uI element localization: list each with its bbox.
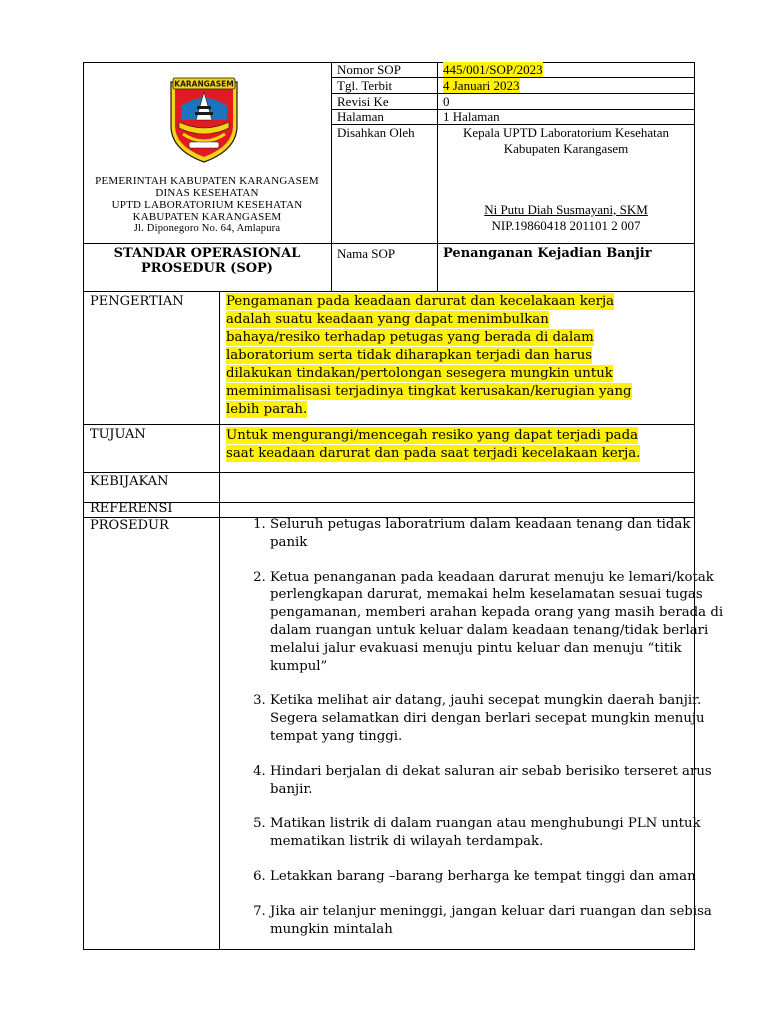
prosedur-step: 7. Jika air telanjur meninggi, jangan keluar dari ruangan dan sebisa mungkin mintalah (270, 903, 730, 939)
sop-title-line1: STANDAR OPERASIONAL (113, 246, 301, 261)
disahkan-position: Kepala UPTD Laboratorium Kesehatan (462, 125, 670, 140)
tujuan-text (226, 427, 686, 463)
prosedur-step: 3. Ketika melihat air datang, jauhi secepat mungkin daerah banjir. Segera selamatkan diri dengan berlari secepat mungkin menuju tempat yang tinggi. (270, 692, 730, 745)
revisi-value: 0 (443, 94, 450, 109)
border-body-mid (219, 291, 220, 950)
org-line-regency: KABUPATEN KARANGASEM (132, 211, 282, 223)
pengertian-line: meminimalisasi terjadinya tingkat kerusakan/kerugian yang (226, 384, 632, 399)
revisi-label: Revisi Ke (337, 94, 389, 109)
org-line-department: DINAS KESEHATAN (155, 187, 259, 199)
halaman-label: Halaman (337, 109, 384, 124)
border-header-bottom (83, 243, 695, 244)
border-bottom (83, 949, 695, 950)
pengertian-line: dilakukan tindakan/pertolongan sesegera mungkin untuk (226, 366, 613, 381)
prosedur-step: 4. Hindari berjalan di dekat saluran air sebab berisiko terseret arus banjir. (270, 763, 730, 799)
signer-name: Ni Putu Diah Susmayani, SKM (484, 202, 648, 217)
kebijakan-label: KEBIJAKAN (90, 474, 169, 489)
karangasem-logo (167, 76, 241, 164)
nomor-sop-value: 445/001/SOP/2023 (443, 62, 543, 77)
pengertian-label: PENGERTIAN (90, 294, 184, 309)
nama-sop-label: Nama SOP (337, 246, 396, 261)
prosedur-step: 1. Seluruh petugas laboratrium dalam keadaan tenang dan tidak panik (270, 516, 730, 552)
pengertian-line: lebih parah. (226, 402, 308, 417)
border-title-bottom (83, 291, 695, 292)
karangasem-shield-icon (167, 76, 241, 164)
signer-nip: NIP.19860418 201101 2 007 (491, 218, 641, 233)
org-address: Jl. Diponegoro No. 64, Amlapura (133, 223, 281, 234)
tgl-terbit-value: 4 Januari 2023 (443, 78, 520, 93)
org-line-uptd: UPTD LABORATORIUM KESEHATAN (111, 199, 303, 211)
pengertian-line: adalah suatu keadaan yang dapat menimbulkan (226, 312, 549, 327)
prosedur-step: 2. Ketua penanganan pada keadaan darurat menuju ke lemari/kotak perlengkapan darurat, memakai helm keselamatan sesuai tugas pengamanan, memberi arahan kepada orang yang masih berada di dalam ruangan untuk keluar dalam keadaan tenang/tidak berlari melalui jalur evakuasi menuju pintu keluar dan menuju “titik kumpul” (270, 569, 730, 676)
disahkan-label: Disahkan Oleh (337, 125, 415, 140)
border-header-mid (331, 62, 332, 292)
pengertian-text (226, 293, 686, 419)
disahkan-institution: Kabupaten Karangasem (503, 141, 629, 156)
referensi-label: REFERENSI (90, 501, 173, 516)
halaman-value: 1 Halaman (443, 109, 500, 124)
border-pengertian-bottom (83, 424, 695, 425)
org-name-block (84, 175, 330, 235)
pengertian-line: laboratorium serta tidak diharapkan terjadi dan harus (226, 348, 593, 363)
border-kebijakan-bottom (83, 502, 695, 503)
logo-banner-text: KARANGASEM (174, 79, 234, 89)
org-line-government: PEMERINTAH KABUPATEN KARANGASEM (95, 175, 319, 187)
pengertian-line: Pengamanan pada keadaan darurat dan kecelakaan kerja (226, 294, 615, 309)
prosedur-label: PROSEDUR (90, 518, 169, 533)
pengertian-line: bahaya/resiko terhadap petugas yang berada di dalam (226, 330, 594, 345)
nama-sop-value: Penanganan Kejadian Banjir (443, 246, 652, 261)
prosedur-step: 5. Matikan listrik di dalam ruangan atau menghubungi PLN untuk mematikan listrik di wilayah terdampak. (270, 815, 730, 851)
tgl-terbit-label: Tgl. Terbit (337, 78, 393, 93)
prosedur-step: 6. Letakkan barang –barang berharga ke tempat tinggi dan aman (270, 868, 730, 886)
disahkan-block (438, 125, 694, 234)
tujuan-line: Untuk mengurangi/mencegah resiko yang dapat terjadi pada (226, 428, 639, 443)
sop-title-line2: PROSEDUR (SOP) (141, 261, 273, 276)
tujuan-line: saat keadaan darurat dan pada saat terjadi kecelakaan kerja. (226, 446, 641, 461)
sop-title (84, 246, 330, 276)
prosedur-steps (228, 516, 730, 938)
nomor-sop-label: Nomor SOP (337, 62, 401, 77)
tujuan-label: TUJUAN (90, 427, 146, 442)
border-tujuan-bottom (83, 472, 695, 473)
